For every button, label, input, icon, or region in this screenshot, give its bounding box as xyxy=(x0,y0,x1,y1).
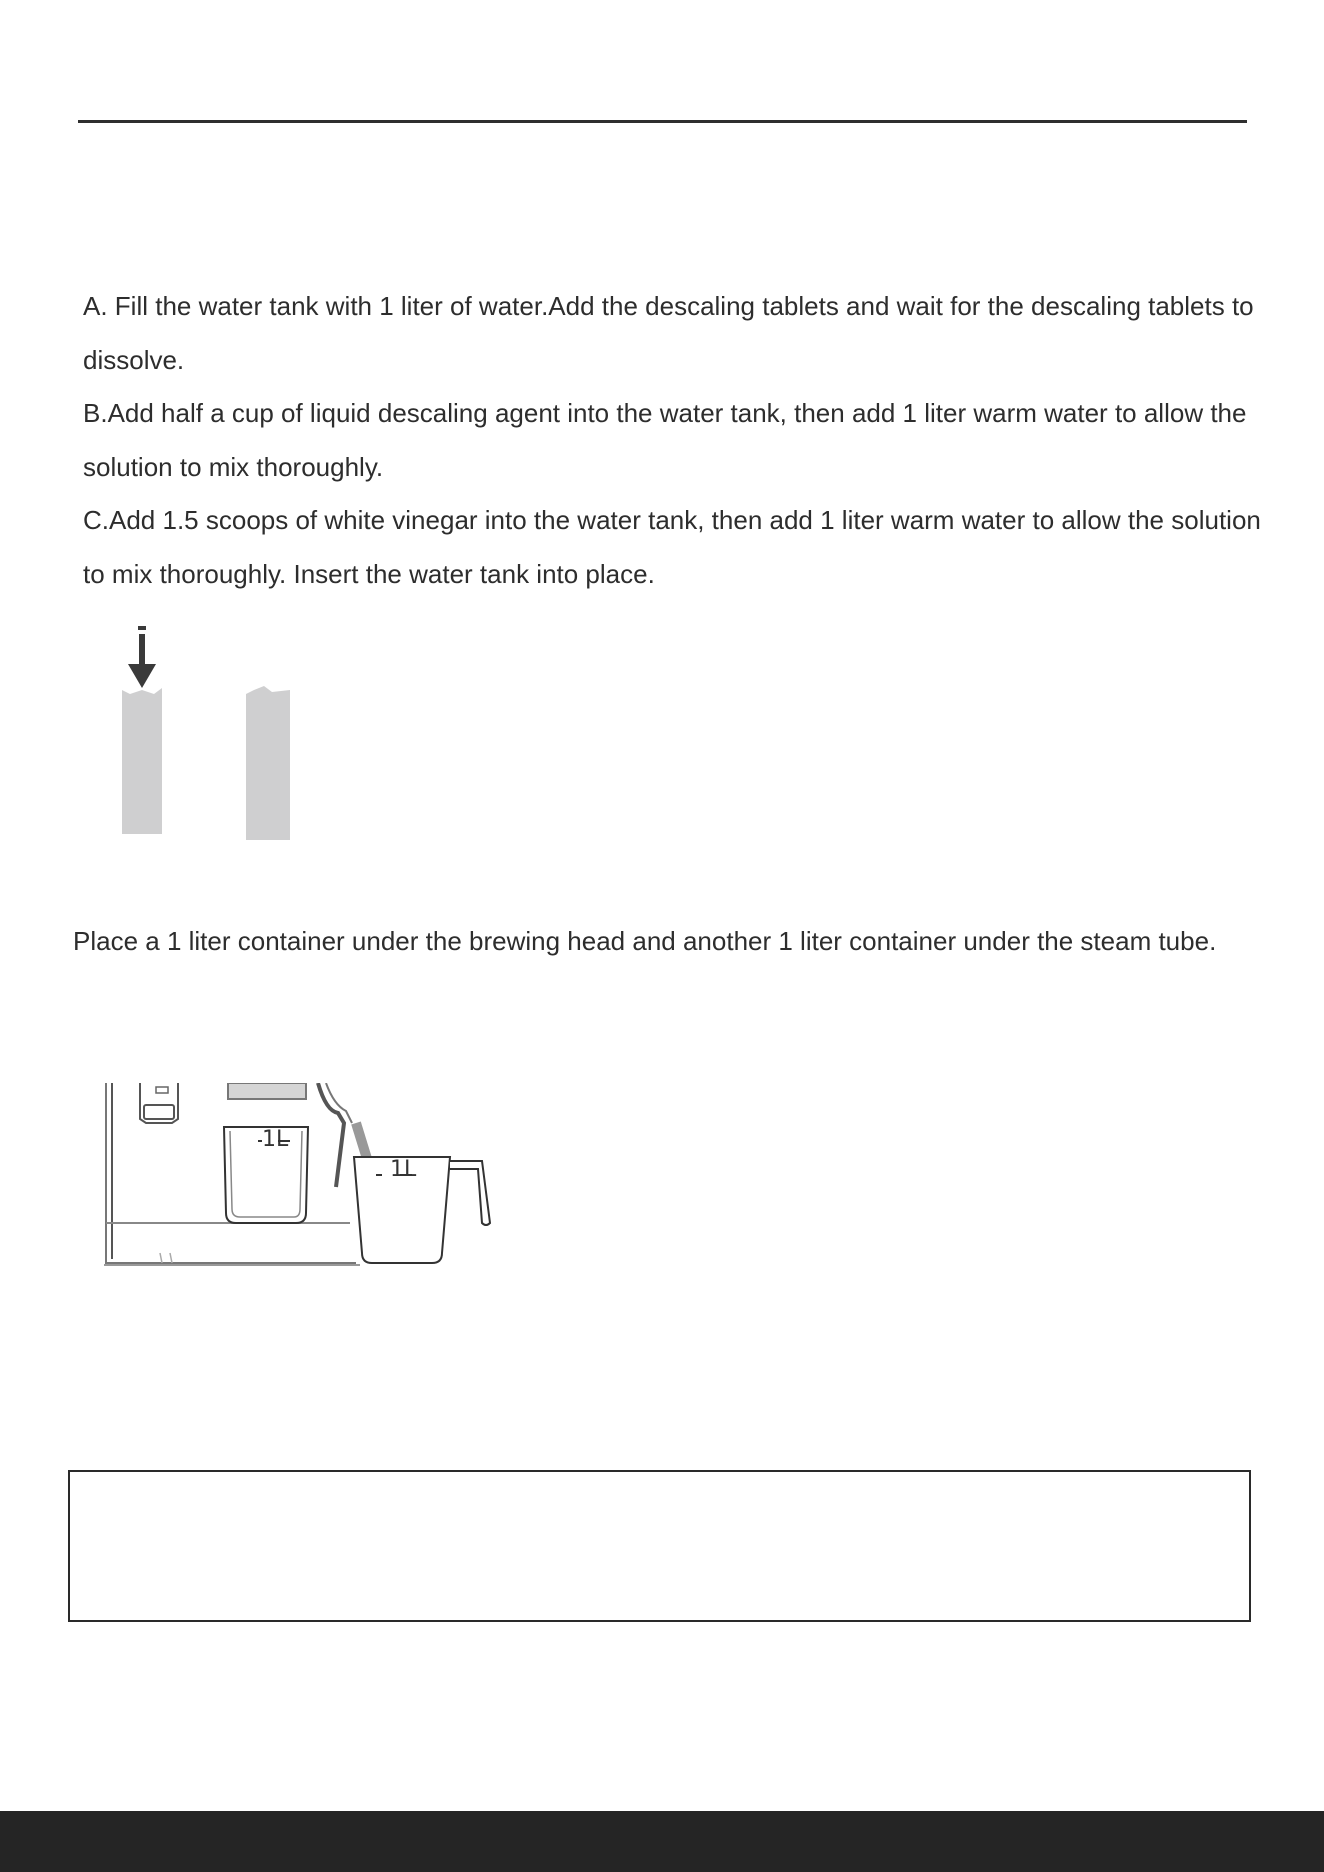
container-label-right: 1L xyxy=(390,1157,417,1182)
arrow-down-icon xyxy=(128,626,156,688)
note-box xyxy=(68,1470,1251,1622)
step-c-text: C.Add 1.5 scoops of white vinegar into the water tank, then add 1 liter warm water to allow the solution to mix thoroughly. Insert the water tank into place. xyxy=(83,505,1261,589)
descaling-instructions xyxy=(83,280,1263,601)
containers-figure xyxy=(100,1083,500,1273)
footer-bar xyxy=(0,1811,1324,1872)
containers-illustration xyxy=(100,1083,500,1273)
placement-instructions xyxy=(73,915,1253,969)
water-tank-illustration xyxy=(110,622,310,852)
step-b-text: B.Add half a cup of liquid descaling agent into the water tank, then add 1 liter warm water to allow the solution to mix thoroughly. xyxy=(83,398,1247,482)
container-label-left: 1L xyxy=(262,1127,289,1152)
tank-left-shape xyxy=(122,688,162,834)
header-divider xyxy=(78,120,1247,123)
placement-text: Place a 1 liter container under the brewing head and another 1 liter container under the steam tube. xyxy=(73,926,1217,956)
step-a-text: A. Fill the water tank with 1 liter of water.Add the descaling tablets and wait for the descaling tablets to dissolve. xyxy=(83,291,1254,375)
water-tank-figure xyxy=(110,622,310,852)
tank-right-shape xyxy=(246,686,290,840)
